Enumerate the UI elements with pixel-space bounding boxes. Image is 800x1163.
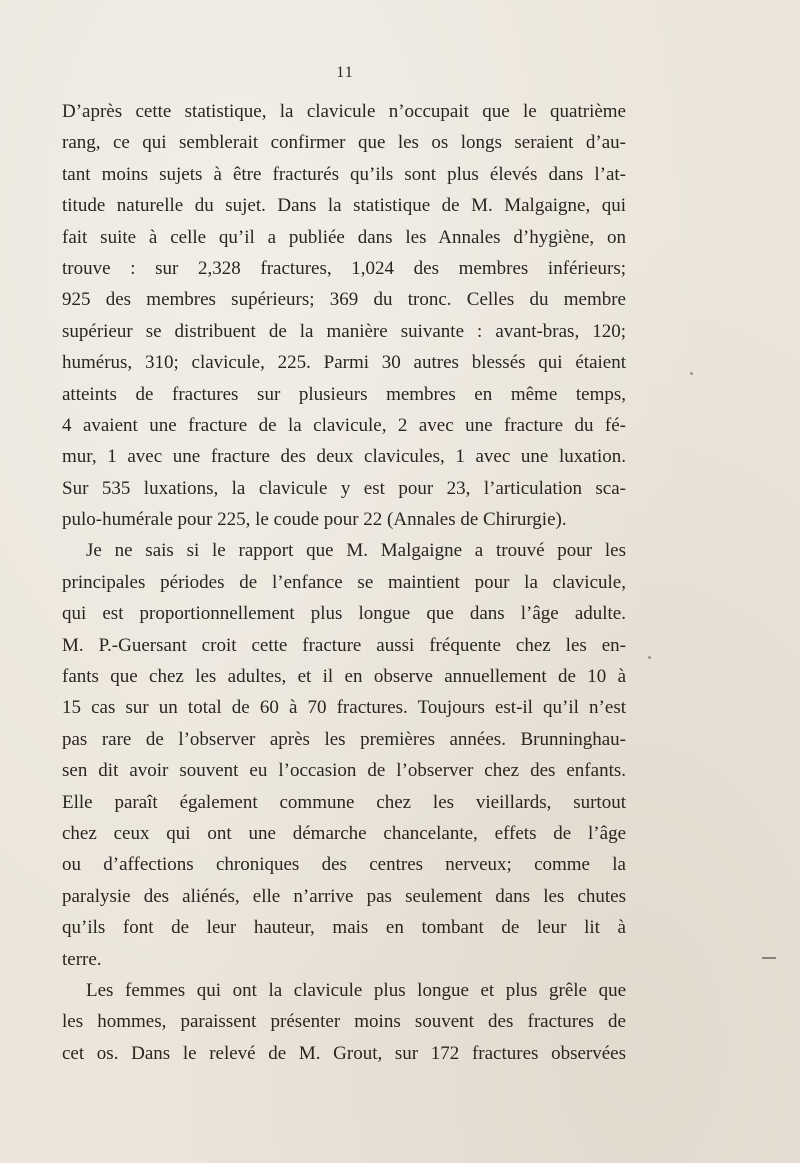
- text-line: 15 cas sur un total de 60 à 70 fractures. Toujours est-il qu’il n’est: [62, 697, 626, 719]
- text-line: paralysie des aliénés, elle n’arrive pas seulement dans les chutes: [62, 885, 626, 907]
- text-line: qui est proportionnellement plus longue que dans l’âge adulte.: [62, 603, 626, 625]
- text-line: ou d’affections chroniques des centres nerveux; comme la: [62, 854, 626, 876]
- margin-speck: [690, 372, 693, 375]
- text-line: pas rare de l’observer après les premières années. Brunninghau-: [62, 728, 626, 750]
- text-line: atteints de fractures sur plusieurs membres en même temps,: [62, 383, 626, 405]
- text-line: tant moins sujets à être fracturés qu’ils sont plus élevés dans l’at-: [62, 163, 626, 185]
- text-line: D’après cette statistique, la clavicule n’occupait que le quatrième: [62, 101, 626, 122]
- text-line: chez ceux qui ont une démarche chancelante, effets de l’âge: [62, 822, 626, 844]
- text-line: Elle paraît également commune chez les vieillards, surtout: [62, 791, 626, 813]
- text-line: supérieur se distribuent de la manière suivante : avant-bras, 120;: [62, 320, 626, 342]
- text-line: sen dit avoir souvent eu l’occasion de l’observer chez des enfants.: [62, 760, 626, 782]
- margin-speck: [648, 656, 651, 659]
- text-line: pulo-humérale pour 225, le coude pour 22 (Annales de Chirurgie).: [62, 509, 567, 531]
- body-text: [62, 96, 626, 1069]
- text-line: 4 avaient une fracture de la clavicule, 2 avec une fracture du fé-: [62, 414, 626, 436]
- text-line: les hommes, paraissent présenter moins souvent des fractures de: [62, 1011, 626, 1033]
- text-line: qu’ils font de leur hauteur, mais en tombant de leur lit à: [62, 917, 626, 939]
- text-line: principales périodes de l’enfance se maintient pour la clavicule,: [62, 571, 626, 593]
- text-line: Je ne sais si le rapport que M. Malgaigne a trouvé pour les: [86, 540, 626, 562]
- text-line: fants que chez les adultes, et il en observe annuellement de 10 à: [62, 666, 626, 688]
- margin-dash: [762, 957, 776, 959]
- text-line: cet os. Dans le relevé de M. Grout, sur 172 fractures observées: [62, 1042, 626, 1064]
- text-line: Les femmes qui ont la clavicule plus longue et plus grêle que: [86, 979, 626, 1001]
- text-line: M. P.-Guersant croit cette fracture aussi fréquente chez les en-: [62, 634, 626, 656]
- text-line: titude naturelle du sujet. Dans la statistique de M. Malgaigne, qui: [62, 195, 626, 217]
- text-line: humérus, 310; clavicule, 225. Parmi 30 autres blessés qui étaient: [62, 352, 626, 374]
- text-line: terre.: [62, 948, 102, 970]
- text-line: rang, ce qui semblerait confirmer que les os longs seraient d’au-: [62, 132, 626, 154]
- text-line: Sur 535 luxations, la clavicule y est pour 23, l’articulation sca-: [62, 477, 626, 499]
- text-line: mur, 1 avec une fracture des deux clavicules, 1 avec une luxation.: [62, 446, 626, 468]
- page-number: 11: [336, 64, 354, 81]
- text-line: trouve : sur 2,328 fractures, 1,024 des membres inférieurs;: [62, 257, 626, 279]
- text-line: fait suite à celle qu’il a publiée dans les Annales d’hygiène, on: [62, 226, 626, 248]
- text-line: 925 des membres supérieurs; 369 du tronc. Celles du membre: [62, 289, 626, 311]
